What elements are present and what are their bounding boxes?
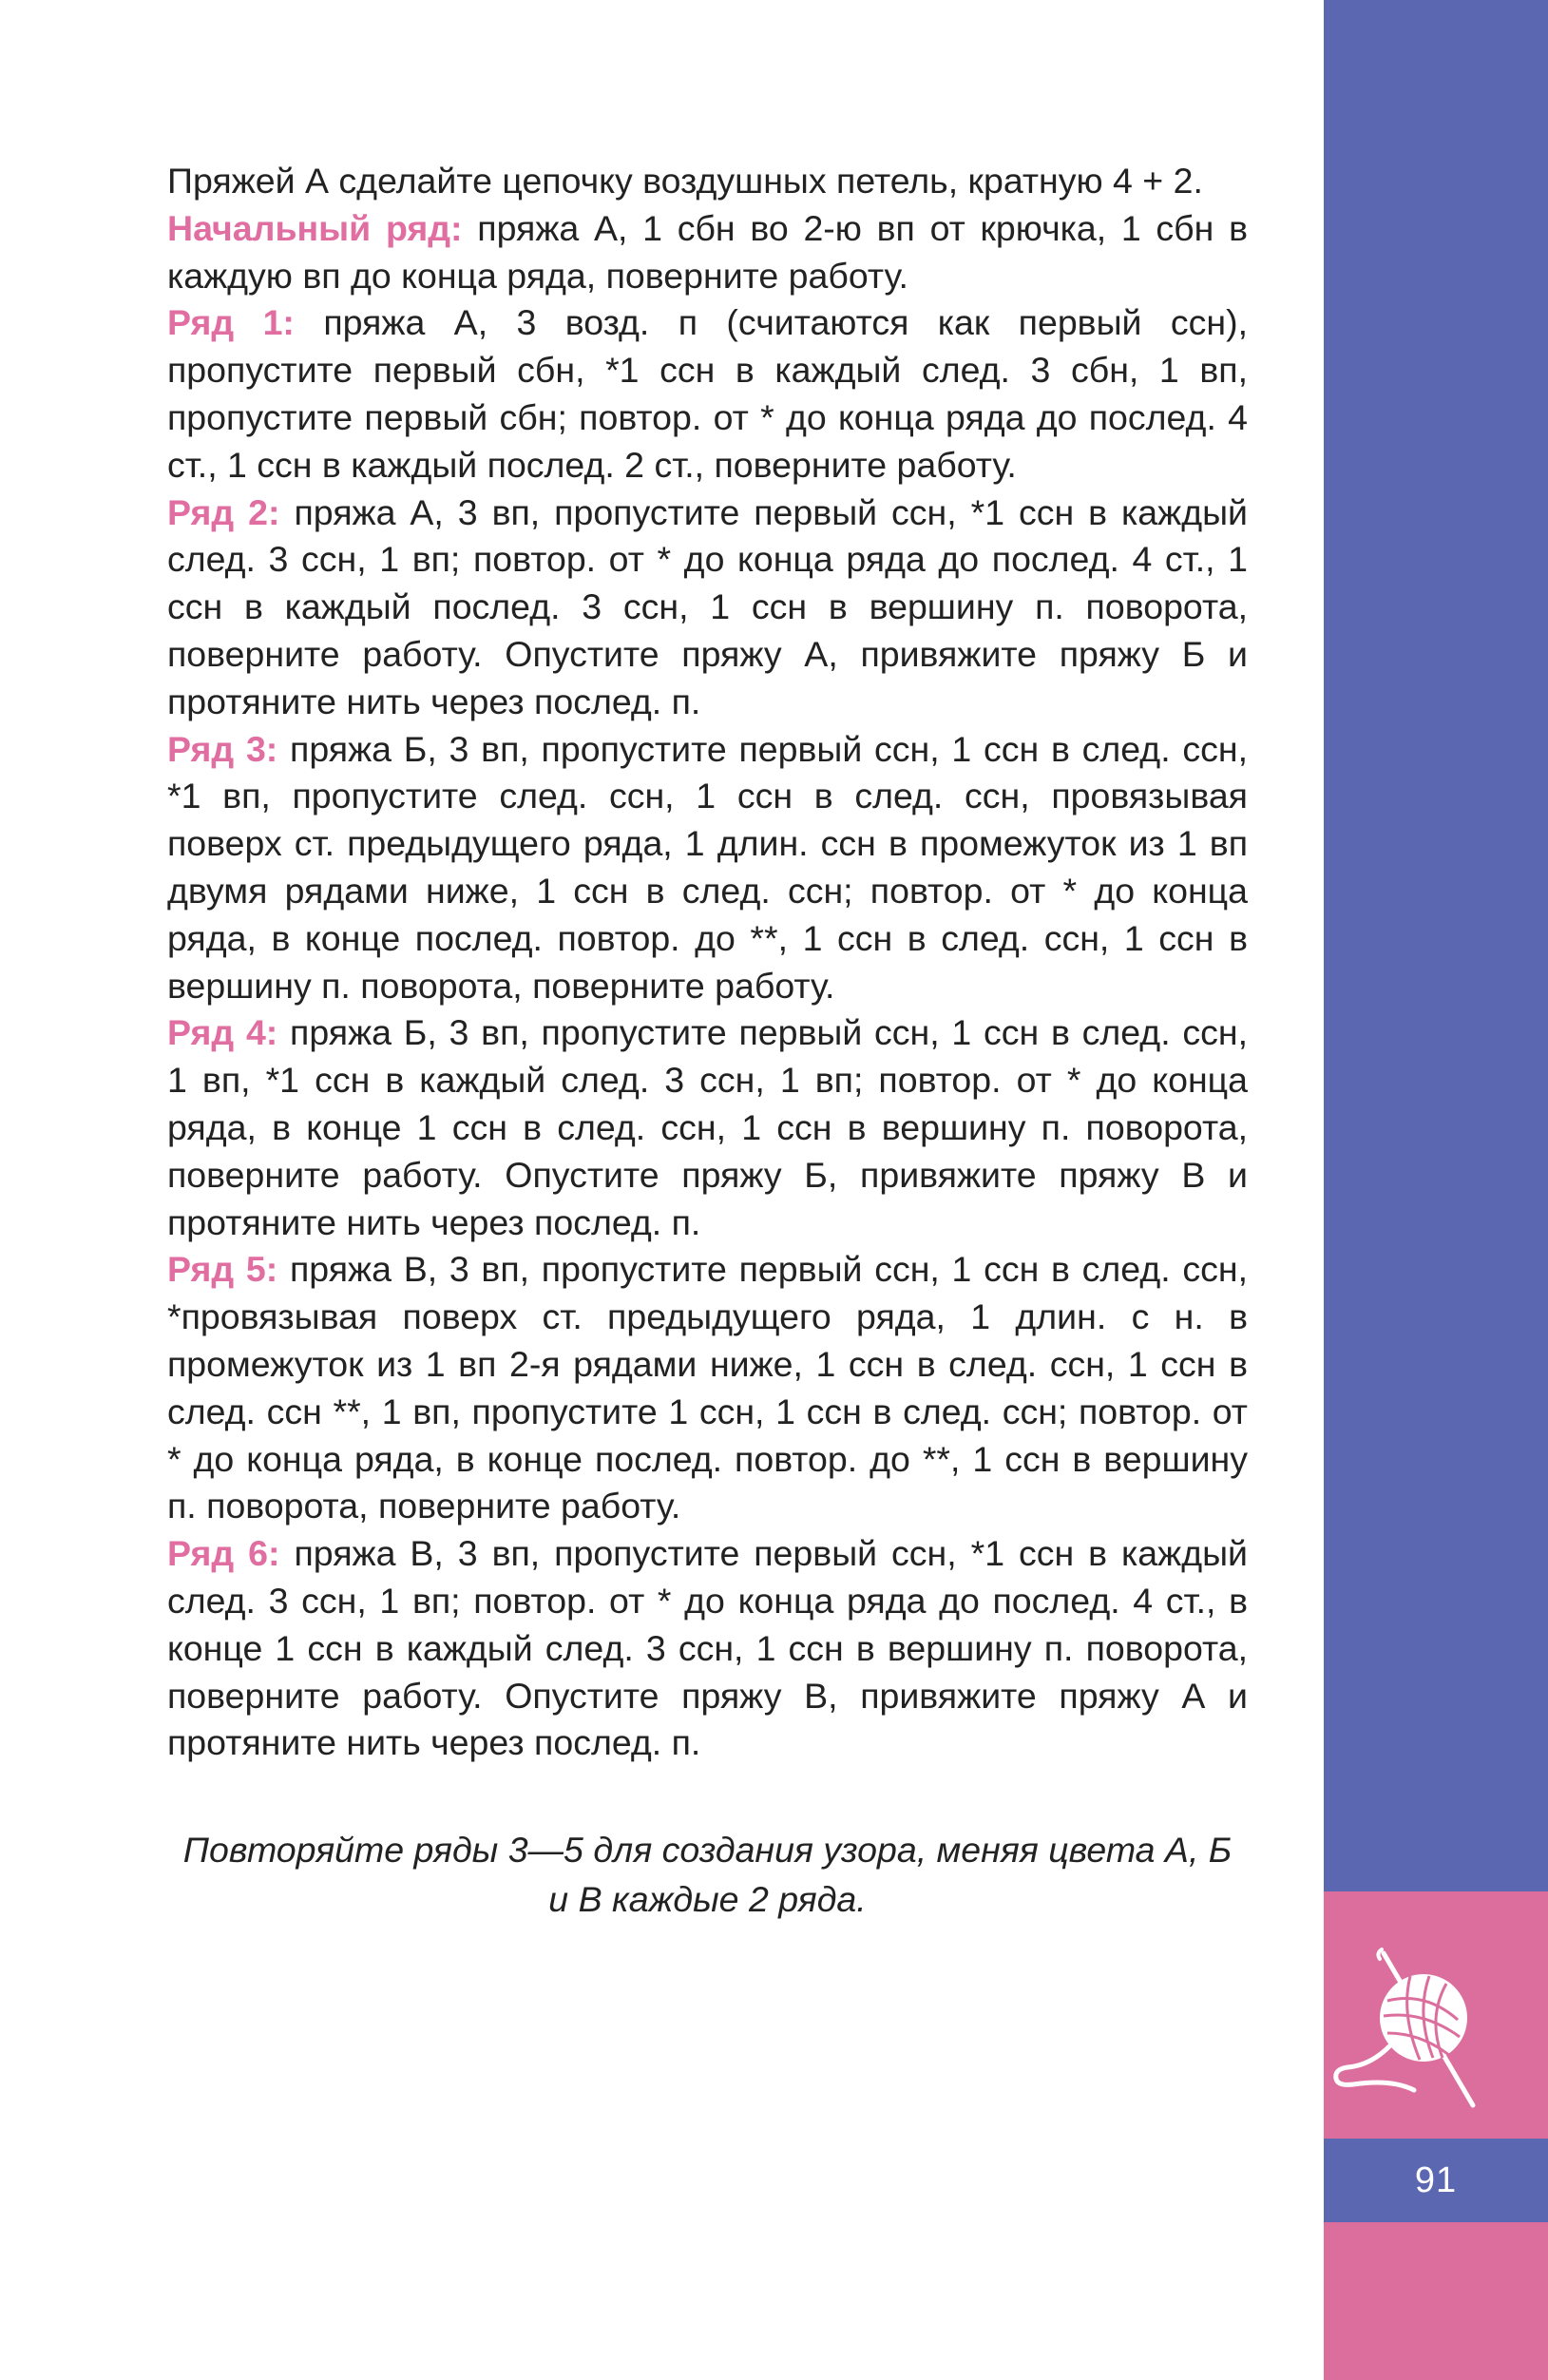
- row-text: пряжа В, 3 вп, пропустите первый ссн, *1 ссн в каждый след. 3 ссн, 1 вп; повтор. от * до конца ряда до послед. 4 ст., в конце 1 ссн в каждый след. 3 ссн, 1 ссн в вершину п. поворота, поверните работу. Опустите пряжу В, привяжите пряжу А и протяните нить через послед. п.: [167, 1533, 1248, 1763]
- row-text: пряжа Б, 3 вп, пропустите первый ссн, 1 ссн в след. ссн, 1 вп, *1 ссн в каждый след. 3 ссн, 1 вп; повтор. от * до конца ряда, в конце 1 ссн в след. ссн, 1 ссн в вершину п. поворота, поверните работу. Опустите пряжу Б, привяжите пряжу В и протяните нить через послед. п.: [167, 1012, 1248, 1242]
- repeat-note-line-2: и В каждые 2 ряда.: [548, 1879, 867, 1919]
- instructions-body: [167, 158, 1248, 1767]
- row-label: Ряд 6:: [167, 1533, 280, 1574]
- page-number: 91: [1414, 2160, 1458, 2200]
- row-label: Ряд 4:: [167, 1012, 278, 1053]
- row-label: Ряд 2:: [167, 491, 280, 532]
- row-paragraph-6: [167, 1530, 1248, 1767]
- row-text: пряжа А, 3 вп, пропустите первый ссн, *1 ссн в каждый след. 3 ссн, 1 вп; повтор. от * до конца ряда до послед. 4 ст., 1 ссн в каждый послед. 3 ссн, 1 ссн в вершину п. поворота, поверните работу. Опустите пряжу А, привяжите пряжу Б и протяните нить через послед. п.: [167, 491, 1248, 721]
- side-band-bottom: [1324, 2222, 1548, 2380]
- row-paragraph-2: [167, 489, 1248, 726]
- row-text: пряжа А, 1 сбн во 2-ю вп от крючка, 1 сбн в каждую вп до конца ряда, поверните работу.: [167, 207, 1248, 296]
- repeat-note-line-1: Повторяйте ряды 3—5 для создания узора, меняя цвета А, Б: [182, 1830, 1233, 1870]
- row-text: пряжа А, 3 возд. п (считаются как первый ссн), пропустите первый сбн, *1 ссн в каждый след. 3 сбн, 1 вп, пропустите первый сбн; повтор. от * до конца ряда до послед. 4 ст., 1 ссн в каждый послед. 2 ст., поверните работу.: [167, 302, 1248, 485]
- row-paragraph-start: [167, 205, 1248, 300]
- intro-paragraph: Пряжей А сделайте цепочку воздушных петель, кратную 4 + 2.: [167, 161, 1203, 201]
- row-label: Начальный ряд:: [167, 207, 463, 248]
- row-label: Ряд 1:: [167, 302, 295, 343]
- side-band-top: [1324, 0, 1548, 1891]
- row-paragraph-1: [167, 299, 1248, 489]
- row-label: Ряд 3:: [167, 728, 278, 769]
- repeat-note: [167, 1825, 1248, 1924]
- yarn-ball-crochet-hook-icon: [1330, 1934, 1511, 2115]
- row-paragraph-4: [167, 1009, 1248, 1246]
- row-text: пряжа Б, 3 вп, пропустите первый ссн, 1 ссн в след. ссн, *1 вп, пропустите след. ссн, 1 ссн в след. ссн, провязывая поверх ст. предыдущего ряда, 1 длин. ссн в промежуток из 1 вп двумя рядами ниже, 1 ссн в след. ссн; повтор. от * до конца ряда, в конце послед. повтор. до **, 1 ссн в след. ссн, 1 ссн в вершину п. поворота, поверните работу.: [167, 728, 1248, 1006]
- row-paragraph-3: [167, 726, 1248, 1010]
- row-label: Ряд 5:: [167, 1249, 278, 1290]
- row-paragraph-5: [167, 1246, 1248, 1530]
- row-text: пряжа В, 3 вп, пропустите первый ссн, 1 ссн в след. ссн, *провязывая поверх ст. предыдущего ряда, 1 длин. с н. в промежуток из 1 вп 2-я рядами ниже, 1 ссн в след. ссн, 1 ссн в след. ссн **, 1 вп, пропустите 1 ссн, 1 ссн в след. ссн; повтор. от * до конца ряда, в конце послед. повтор. до **, 1 ссн в вершину п. поворота, поверните работу.: [167, 1249, 1248, 1526]
